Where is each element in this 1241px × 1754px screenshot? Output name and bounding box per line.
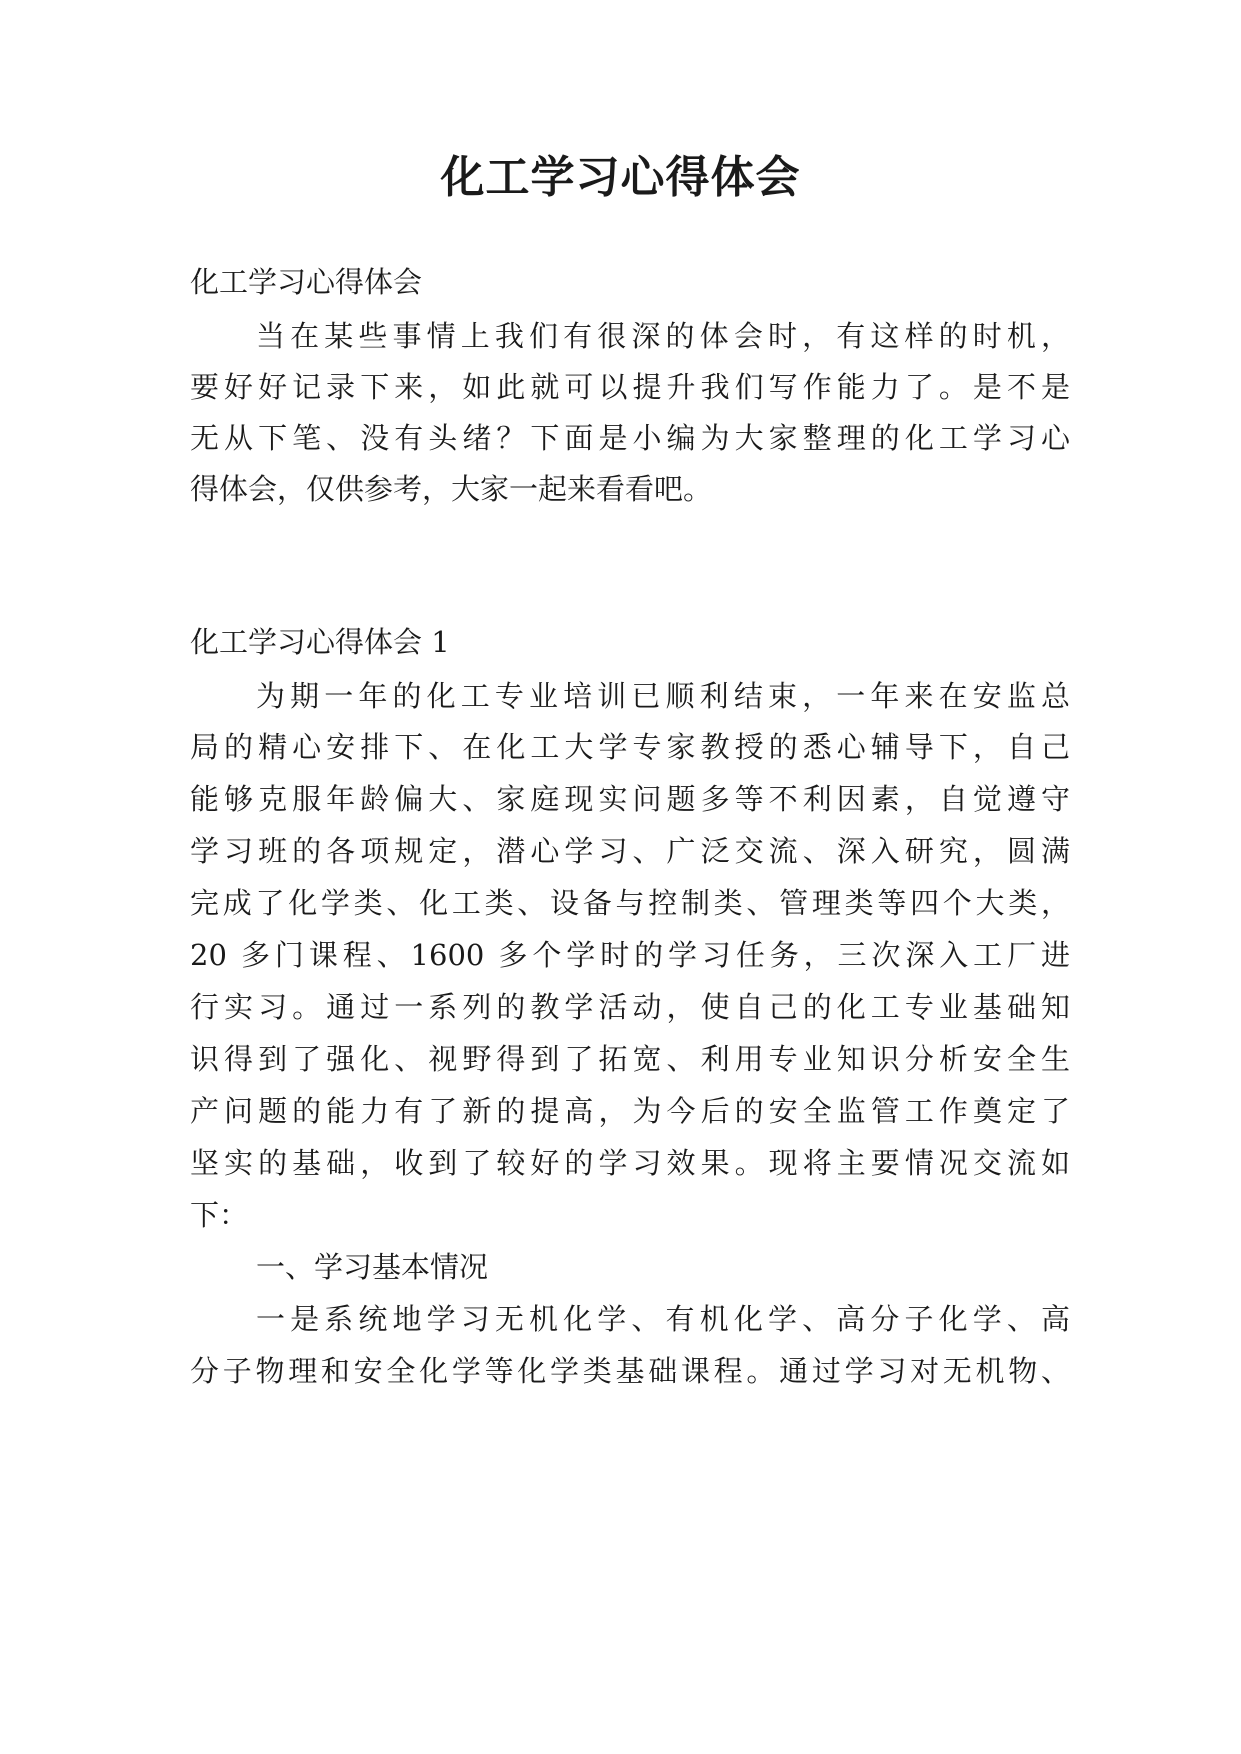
doc-line: 局的精心安排下、在化工大学专家教授的悉心辅导下，自己 (190, 730, 1070, 764)
doc-line: 当在某些事情上我们有很深的体会时，有这样的时机， (256, 319, 1070, 353)
doc-line: 能够克服年龄偏大、家庭现实问题多等不利因素，自觉遵守 (190, 782, 1070, 816)
doc-line: 产问题的能力有了新的提高，为今后的安全监管工作奠定了 (190, 1094, 1070, 1128)
doc-line: 下： (190, 1198, 249, 1232)
doc-line: 学习班的各项规定，潜心学习、广泛交流、深入研究，圆满 (190, 834, 1070, 868)
doc-line: 分子物理和安全化学等化学类基础课程。通过学习对无机物、 (190, 1354, 1070, 1388)
doc-line: 化工学习心得体会 1 (190, 625, 450, 659)
doc-line: 完成了化学类、化工类、设备与控制类、管理类等四个大类， (190, 886, 1070, 920)
section-heading: 一、学习基本情况 (256, 1250, 489, 1284)
doc-line: 坚实的基础，收到了较好的学习效果。现将主要情况交流如 (190, 1146, 1070, 1180)
doc-line: 一是系统地学习无机化学、有机化学、高分子化学、高 (256, 1302, 1070, 1336)
doc-line: 行实习。通过一系列的教学活动，使自己的化工专业基础知 (190, 990, 1070, 1024)
document-title: 化工学习心得体会 (440, 152, 801, 203)
doc-line: 无从下笔、没有头绪？下面是小编为大家整理的化工学习心 (190, 421, 1070, 455)
doc-line: 识得到了强化、视野得到了拓宽、利用专业知识分析安全生 (190, 1042, 1070, 1076)
doc-line: 要好好记录下来，如此就可以提升我们写作能力了。是不是 (190, 370, 1070, 404)
doc-line: 得体会，仅供参考，大家一起来看看吧。 (190, 472, 713, 506)
doc-line: 为期一年的化工专业培训已顺利结束，一年来在安监总 (256, 679, 1070, 713)
doc-line: 化工学习心得体会 (190, 265, 423, 299)
doc-line: 20 多门课程、1600 多个学时的学习任务，三次深入工厂进 (190, 938, 1070, 972)
